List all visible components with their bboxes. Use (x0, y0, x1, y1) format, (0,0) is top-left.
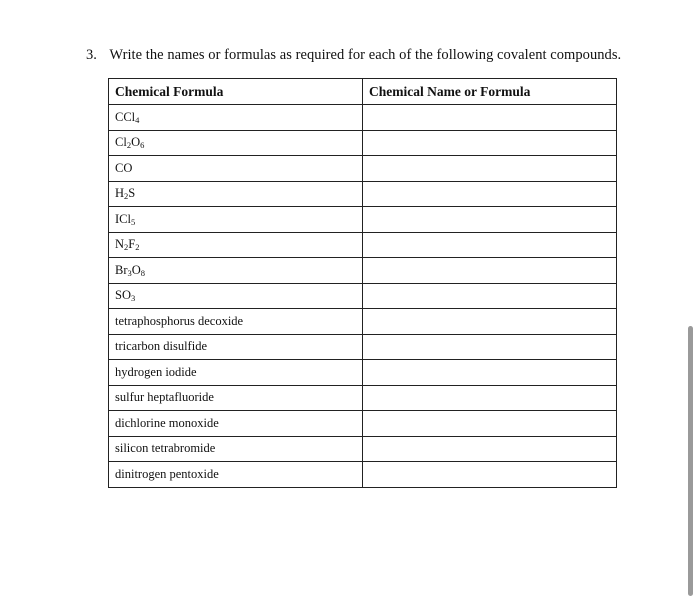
vertical-scrollbar[interactable] (688, 326, 693, 596)
answer-cell[interactable] (363, 334, 617, 360)
formula-cell (109, 360, 363, 386)
compound-label (115, 110, 139, 124)
answer-cell[interactable] (363, 462, 617, 488)
compound-label (115, 467, 219, 481)
formula-cell (109, 436, 363, 462)
table-row (109, 411, 617, 437)
formula-cell (109, 181, 363, 207)
header-chemical-formula: Chemical Formula (109, 79, 363, 105)
formula-subscript: 3 (127, 267, 132, 278)
table-row (109, 207, 617, 233)
formula-cell (109, 309, 363, 335)
formula-subscript: 6 (140, 140, 145, 151)
compound-label (115, 365, 197, 379)
question-text: Write the names or formulas as required for each of the following covalent compounds. (109, 47, 622, 63)
table-row (109, 436, 617, 462)
compound-label (115, 339, 207, 353)
answer-cell[interactable] (363, 258, 617, 284)
compound-label (115, 135, 144, 149)
formula-text: dinitrogen pentoxide (115, 466, 219, 481)
table-row (109, 130, 617, 156)
formula-cell (109, 156, 363, 182)
formula-cell (109, 130, 363, 156)
answer-cell[interactable] (363, 105, 617, 131)
table-header-row (109, 79, 617, 105)
answer-cell[interactable] (363, 436, 617, 462)
compound-label (115, 314, 243, 328)
answer-cell[interactable] (363, 360, 617, 386)
compound-label (115, 416, 219, 430)
formula-subscript: 2 (126, 140, 132, 151)
answer-cell[interactable] (363, 309, 617, 335)
table-row (109, 232, 617, 258)
answer-cell[interactable] (363, 283, 617, 309)
answer-cell[interactable] (363, 207, 617, 233)
table-row (109, 156, 617, 182)
compound-label (115, 263, 145, 277)
formula-cell (109, 411, 363, 437)
formula-text: SO (115, 288, 131, 303)
formula-text: S (128, 186, 136, 201)
table-row (109, 258, 617, 284)
formula-subscript: 3 (130, 293, 136, 304)
answer-cell[interactable] (363, 411, 617, 437)
compound-label (115, 237, 139, 251)
table-row (109, 360, 617, 386)
formula-subscript: 2 (124, 242, 129, 253)
formula-text: Cl (115, 135, 127, 150)
formula-text: O (131, 135, 141, 150)
header-chemical-name-or-formula: Chemical Name or Formula (363, 79, 617, 105)
table-body (109, 105, 617, 488)
formula-subscript: 2 (135, 242, 140, 253)
formula-text: CO (115, 160, 133, 175)
formula-text: tetraphosphorus decoxide (115, 313, 244, 328)
question-number: 3. (86, 47, 97, 63)
formula-subscript: 2 (124, 191, 129, 202)
answer-cell[interactable] (363, 232, 617, 258)
table-row (109, 385, 617, 411)
formula-cell (109, 385, 363, 411)
formula-subscript: 5 (130, 216, 136, 227)
formula-cell (109, 232, 363, 258)
answer-cell[interactable] (363, 156, 617, 182)
answer-cell[interactable] (363, 130, 617, 156)
table-row (109, 105, 617, 131)
formula-cell (109, 283, 363, 309)
formula-subscript: 4 (135, 114, 140, 125)
formula-cell (109, 207, 363, 233)
formula-text: dichlorine monoxide (115, 415, 219, 430)
formula-subscript: 8 (140, 267, 146, 278)
formula-text: ICl (115, 211, 131, 226)
table-row (109, 283, 617, 309)
formula-cell (109, 462, 363, 488)
formula-text: N (115, 237, 125, 252)
compound-label (115, 212, 135, 226)
formula-text: O (131, 262, 141, 277)
compound-label (115, 186, 135, 200)
table-row (109, 462, 617, 488)
compound-label (115, 161, 132, 175)
compound-label (115, 390, 214, 404)
answer-cell[interactable] (363, 181, 617, 207)
formula-text: tricarbon disulfide (115, 339, 207, 354)
compounds-table (108, 78, 617, 488)
formula-text: sulfur heptafluoride (115, 390, 214, 405)
formula-text: H (115, 186, 125, 201)
formula-cell (109, 334, 363, 360)
formula-text: CCl (115, 109, 136, 124)
compound-label (115, 441, 215, 455)
table-row (109, 309, 617, 335)
answer-cell[interactable] (363, 385, 617, 411)
formula-text: Br (115, 262, 128, 277)
table-row (109, 334, 617, 360)
question-prompt (86, 47, 621, 64)
formula-text: hydrogen iodide (115, 364, 197, 379)
formula-cell (109, 258, 363, 284)
formula-text: silicon tetrabromide (115, 441, 216, 456)
formula-text: F (128, 237, 136, 252)
table-row (109, 181, 617, 207)
formula-cell (109, 105, 363, 131)
compound-label (115, 288, 135, 302)
